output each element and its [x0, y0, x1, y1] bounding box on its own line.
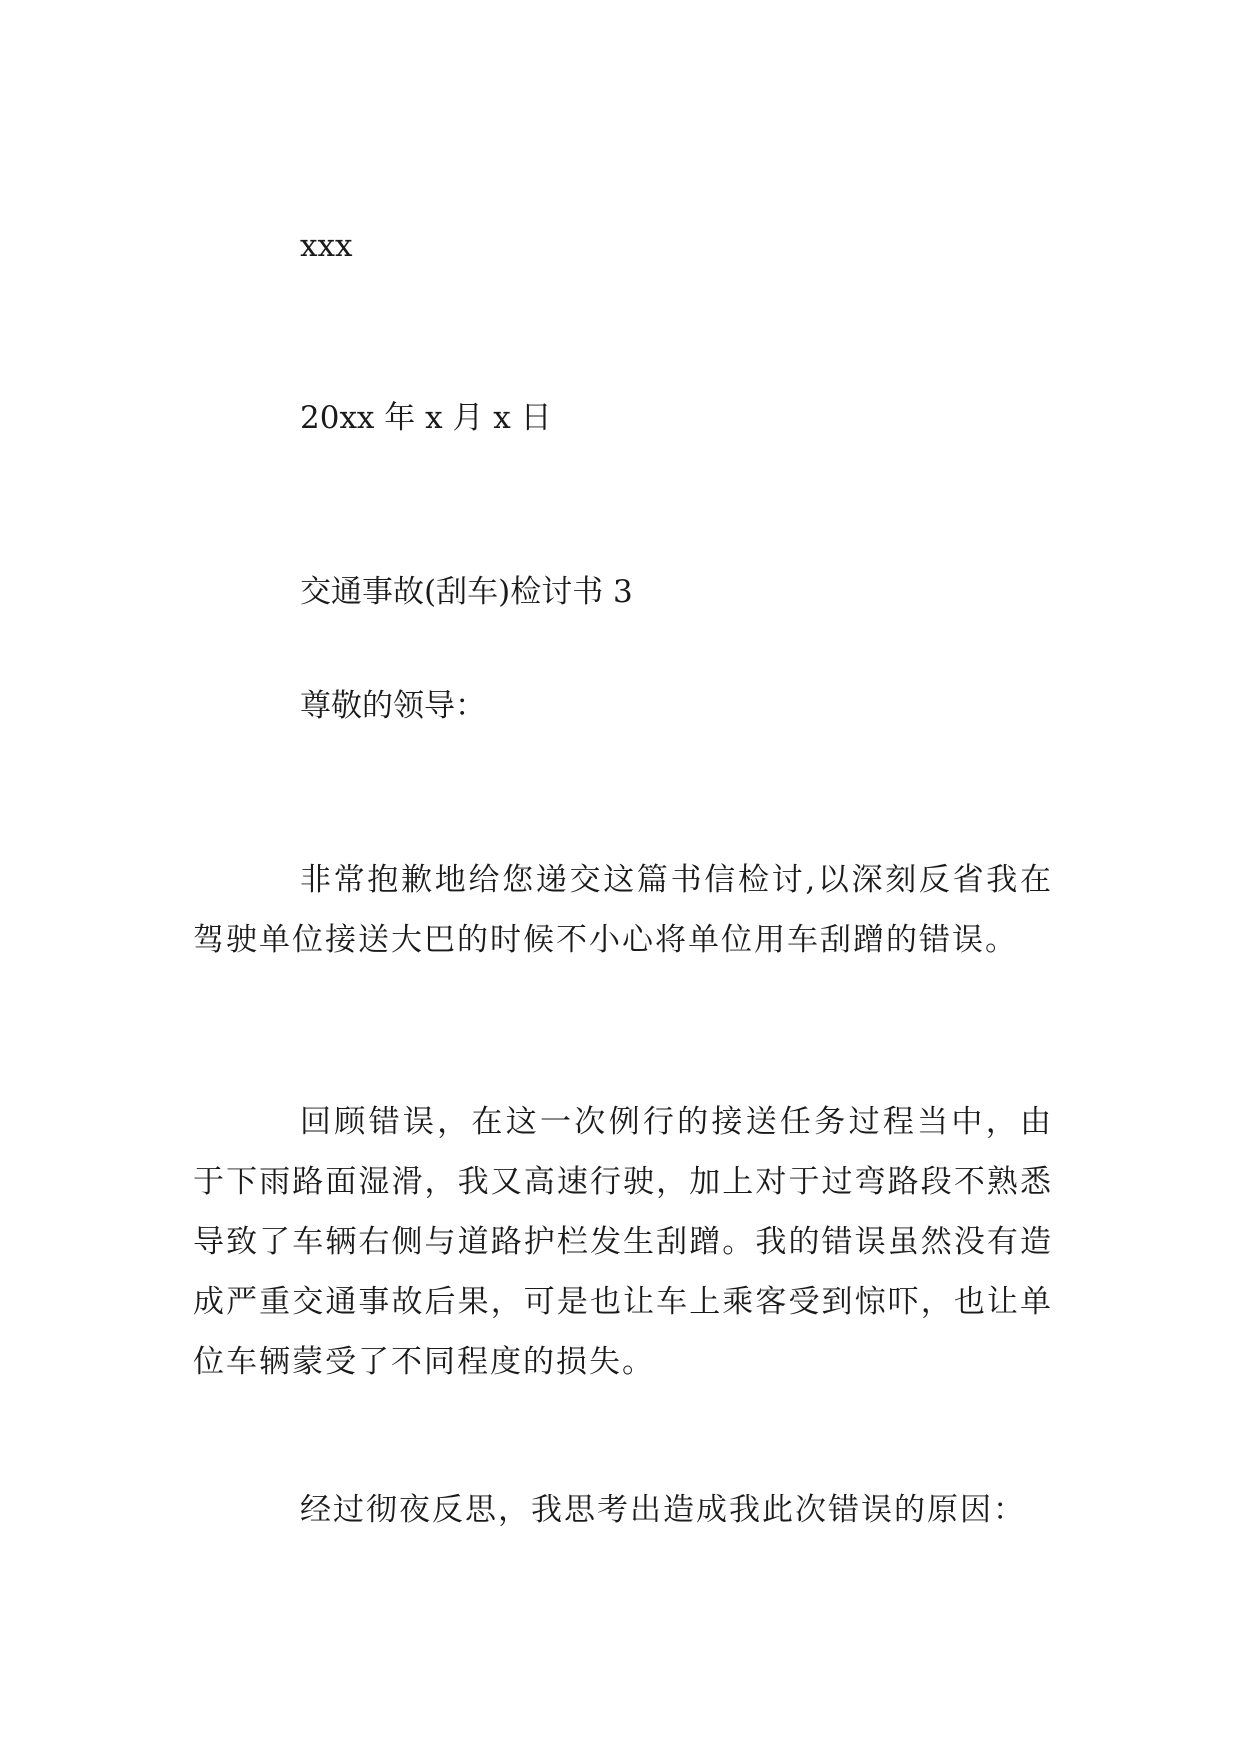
signature-text: xxx	[300, 228, 353, 264]
salutation-text: 尊敬的领导：	[300, 688, 486, 724]
paragraph-3: 经过彻夜反思，我思考出造成我此次错误的原因：	[300, 1492, 1026, 1528]
paragraph-2: 回顾错误，在这一次例行的接送任务过程当中，由于下雨路面湿滑，我又高速行驶，加上对于过弯路段不熟悉导致了车辆右侧与道路护栏发生刮蹭。我的错误虽然没有造成严重交通事故后果，可是也让车上乘客受到惊吓，也让单位车辆蒙受了不同程度的损失。	[193, 1104, 1053, 1380]
document-title: 交通事故(刮车)检讨书 3	[300, 574, 633, 610]
paragraph-1: 非常抱歉地给您递交这篇书信检讨,以深刻反省我在驾驶单位接送大巴的时候不小心将单位用车刮蹭的错误。	[193, 862, 1053, 958]
date-text: 20xx 年 x 月 x 日	[300, 400, 552, 436]
